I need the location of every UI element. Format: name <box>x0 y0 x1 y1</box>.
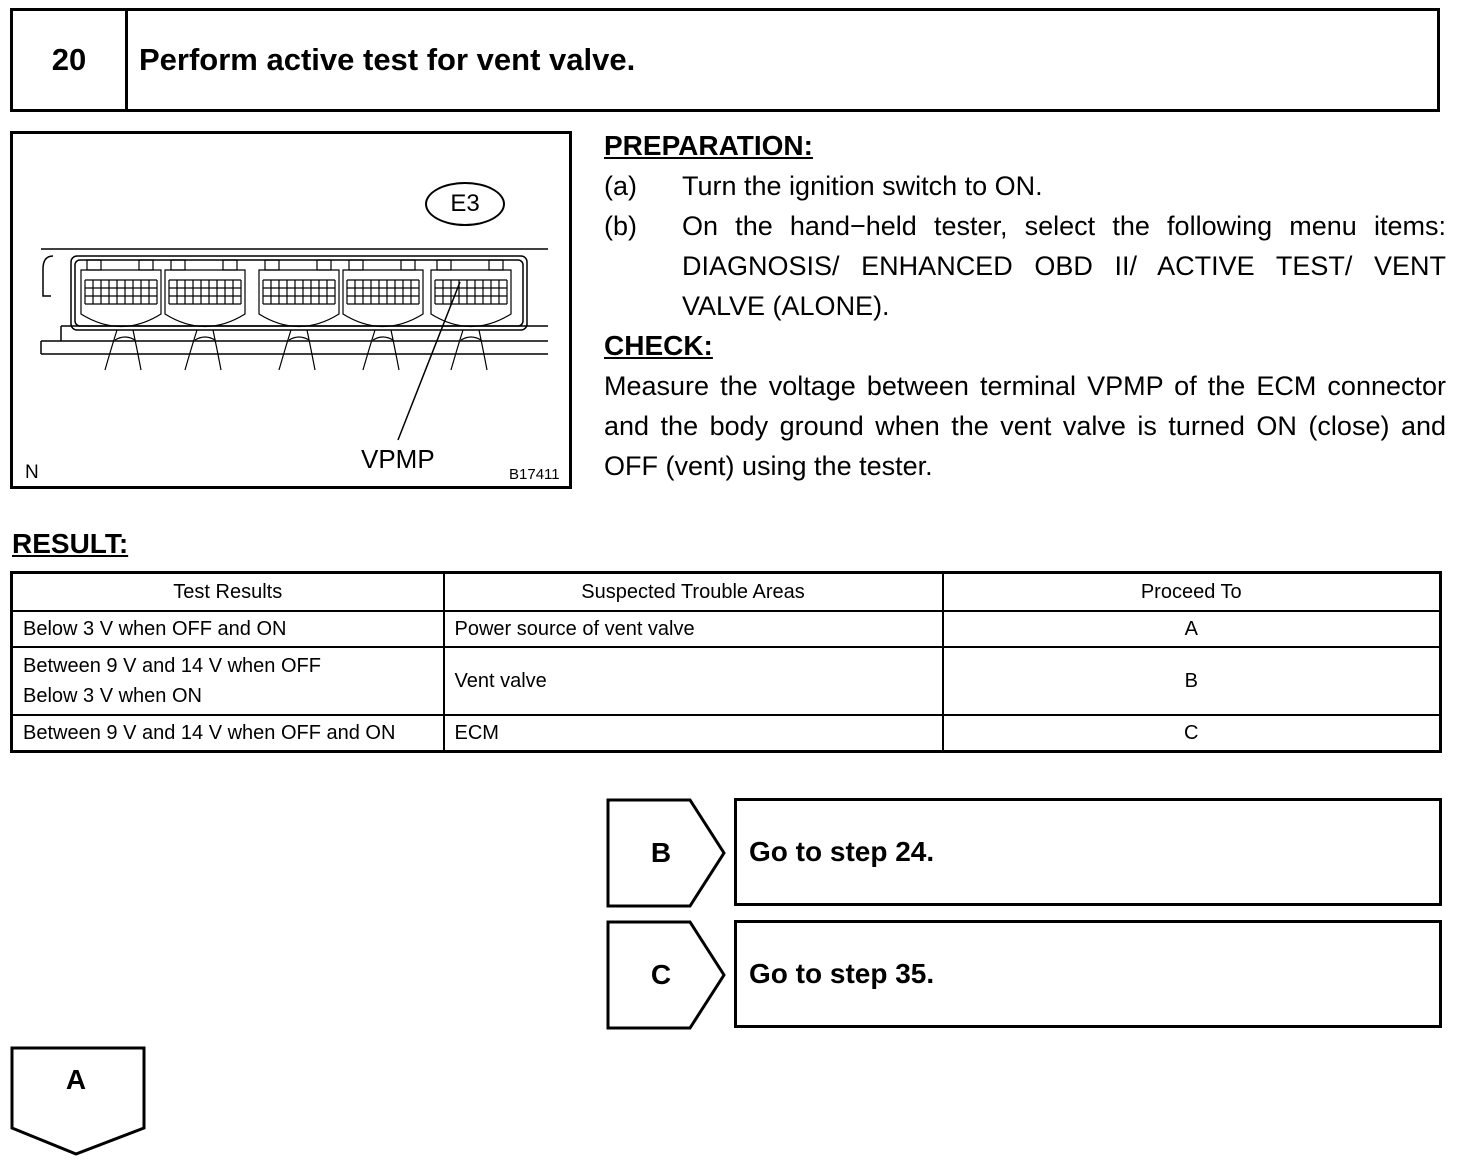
connector-latch <box>437 260 451 270</box>
result-heading: RESULT: <box>12 528 129 559</box>
connector-latch <box>401 260 415 270</box>
instructions <box>604 126 1446 486</box>
connector-latch <box>139 260 153 270</box>
wire-bundle <box>307 330 315 370</box>
item-text: Turn the ignition switch to ON. <box>682 171 1043 201</box>
preparation-item <box>604 206 1446 326</box>
branch-tag-label: C <box>650 959 672 990</box>
wire-bundle <box>363 330 375 370</box>
result-table <box>10 571 1442 753</box>
down-arrow-tag-icon <box>10 1046 148 1158</box>
item-label: (b) <box>604 211 637 241</box>
ecm-connector-illustration <box>10 131 572 489</box>
branch-action-b[interactable]: Go to step 24. <box>734 798 1442 906</box>
wire-bundle <box>133 330 141 370</box>
connector-latch <box>265 260 279 270</box>
wire-bundle <box>105 330 117 370</box>
continue-tag-a[interactable] <box>10 1046 148 1158</box>
test-result-cell: Between 9 V and 14 V when OFF and ON <box>12 715 444 752</box>
test-result-line: Below 3 V when ON <box>23 685 202 707</box>
connector-id-label: E3 <box>425 182 505 226</box>
wire-bundle <box>185 330 197 370</box>
step-header <box>10 8 1440 112</box>
check-heading: CHECK: <box>604 330 713 361</box>
connector-latch <box>87 260 101 270</box>
table-row <box>12 611 1441 647</box>
wire-bundle <box>479 330 487 370</box>
step-title: Perform active test for vent valve. <box>139 42 636 77</box>
column-header: Test Results <box>12 573 444 612</box>
connector-latch <box>317 260 331 270</box>
branch-tag-b[interactable] <box>606 798 728 908</box>
item-text: On the hand−held tester, select the following menu items: DIAGNOSIS/ ENHANCED OBD II/ ACTIVE TEST/ VENT VALVE (ALONE). <box>682 211 1446 321</box>
wire-bundle <box>461 337 481 340</box>
column-header: Suspected Trouble Areas <box>444 573 943 612</box>
wire-bundle <box>373 337 393 340</box>
item-label: (a) <box>604 171 637 201</box>
wire-bundle <box>391 330 399 370</box>
wire-bundle <box>451 330 463 370</box>
wire-bundle <box>213 330 221 370</box>
proceed-cell: B <box>943 647 1441 715</box>
step-number: 20 <box>13 11 128 109</box>
wire-bundle <box>289 337 309 340</box>
branch-tag-label: B <box>650 837 672 868</box>
connector-latch <box>223 260 237 270</box>
continue-tag-label: A <box>65 1064 87 1095</box>
column-header: Proceed To <box>943 573 1441 612</box>
wire-bundle <box>195 337 215 340</box>
preparation-heading: PREPARATION: <box>604 130 813 161</box>
trouble-area-cell: Power source of vent valve <box>444 611 943 647</box>
proceed-cell: A <box>943 611 1441 647</box>
connector-latch <box>349 260 363 270</box>
test-result-line: Between 9 V and 14 V when OFF <box>23 655 321 677</box>
connector-latch <box>171 260 185 270</box>
table-row <box>12 715 1441 752</box>
test-result-cell: Below 3 V when OFF and ON <box>12 611 444 647</box>
proceed-cell: C <box>943 715 1441 752</box>
trouble-area-cell: ECM <box>444 715 943 752</box>
terminal-vpmp-label: VPMP <box>361 444 435 474</box>
check-text: Measure the voltage between terminal VPMP of the ECM connector and the body ground when the vent valve is turned ON (close) and OFF (vent) using the tester. <box>604 371 1446 481</box>
branch-action-c[interactable]: Go to step 35. <box>734 920 1442 1028</box>
figure-id: B17411 <box>509 466 560 483</box>
preparation-item <box>604 166 1446 206</box>
table-row <box>12 647 1441 715</box>
connector-latch <box>489 260 503 270</box>
figure-corner-mark: N <box>25 462 39 483</box>
trouble-area-cell: Vent valve <box>444 647 943 715</box>
table-header-row <box>12 573 1441 612</box>
test-result-cell <box>12 647 444 715</box>
branch-tag-c[interactable] <box>606 920 728 1030</box>
wire-bundle <box>115 337 135 340</box>
wire-bundle <box>279 330 291 370</box>
